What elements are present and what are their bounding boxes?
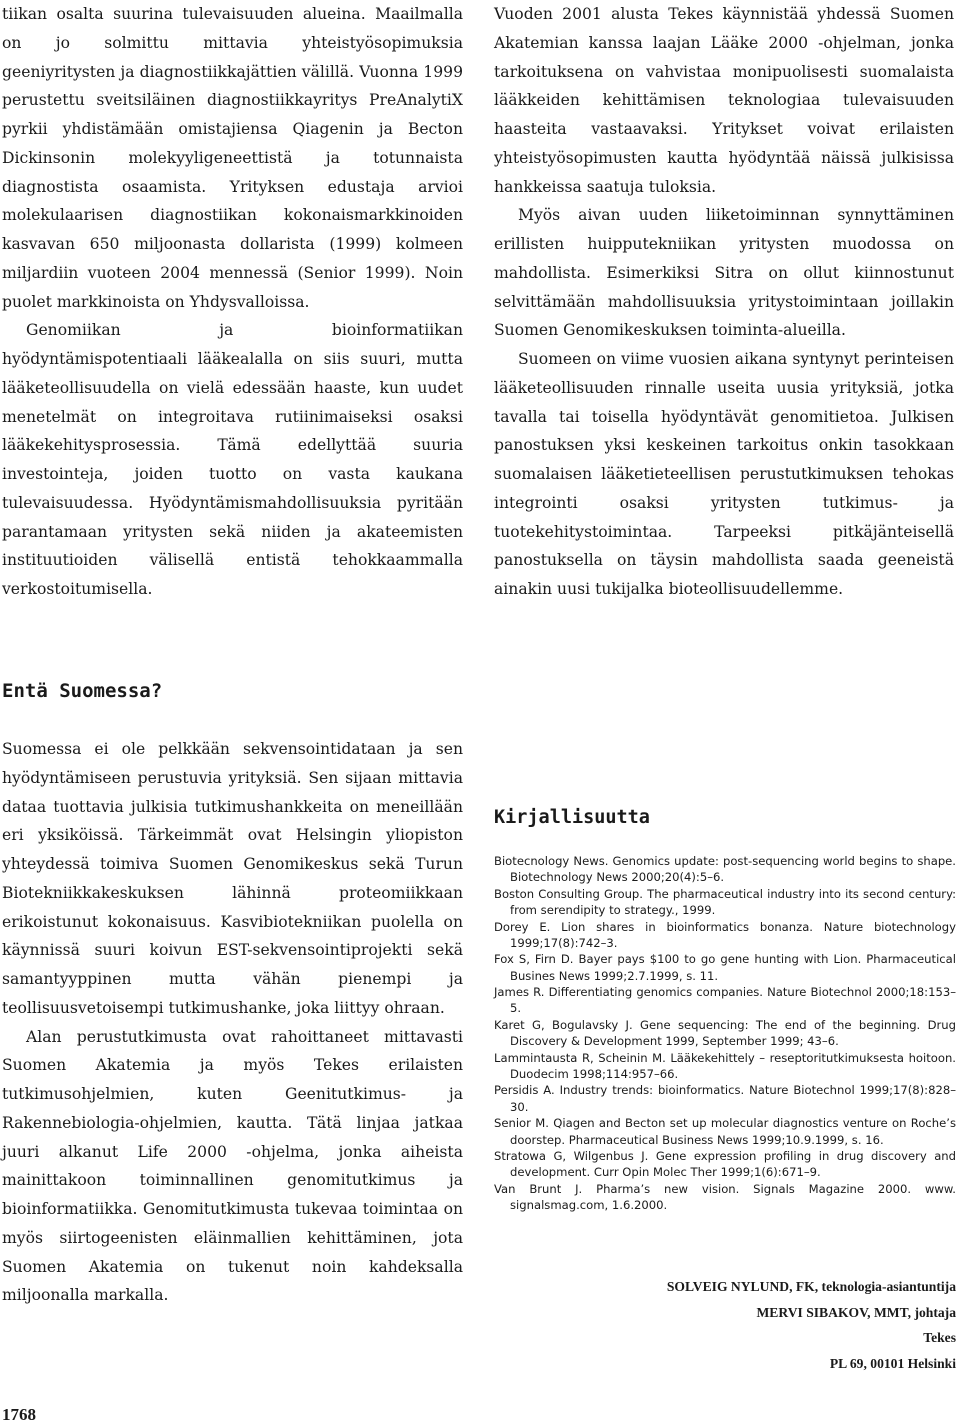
reference-item: Senior M. Qiagen and Becton set up molecular diagnostics venture on Roche’s doorstep. Pharmaceutical Business News 1999;10.9.1999, s. 16. xyxy=(494,1116,956,1147)
reference-item: Lammintausta R, Scheinin M. Lääkekehittely – reseptoritutkimuksesta hoitoon. Duodecim 1998;114:957–66. xyxy=(494,1050,956,1081)
references-list xyxy=(494,853,956,1214)
reference-item: Biotecnology News. Genomics update: post-sequencing world begins to shape. Biotechnology News 2000;20(4):5–6. xyxy=(494,854,956,885)
reference-item: Van Brunt J. Pharma’s new vision. Signals Magazine 2000. www. signalsmag.com, 1.6.2000. xyxy=(494,1181,956,1213)
paragraph: Genomiikan ja bioinformatiikan hyödyntämispotentiaali lääkealalla on siis suuri, mutta lääketeollisuudella on vielä edessään haaste, kun uudet menetelmät on integroitava rutiinimaiseksi osaksi lääkekehitysprosessia. Tämä edellyttää suuria investointeja, joiden tuotto on vasta kaukana tulevaisuudessa. Hyödyntämismahdollisuuksia pyritään parantamaan yritysten sekä niiden ja akateemisten instituutioiden välisellä entistä tehokkaammalla verkostoitumisella. xyxy=(2,321,463,598)
author-line: MERVI SIBAKOV, MMT, johtaja xyxy=(756,1304,956,1320)
author-affiliation: Tekes xyxy=(923,1330,956,1345)
reference-item: Dorey E. Lion shares in bioinformatics bonanza. Nature biotechnology 1999;17(8):742–3. xyxy=(494,919,956,950)
right-column-top xyxy=(494,0,954,604)
author-block xyxy=(556,1274,956,1376)
references-heading: Kirjallisuutta xyxy=(494,807,650,828)
left-column-bottom xyxy=(2,735,463,1310)
reference-item: Karet G, Bogulavsky J. Gene sequencing: The end of the beginning. Drug Discovery & Development 1999, September 1999; 43–6. xyxy=(494,1017,956,1049)
paragraph: Myös aivan uuden liiketoiminnan synnyttäminen erillisten huipputekniikan yritysten muodossa on mahdollista. Esimerkiksi Sitra on ollut kiinnostunut selvittämään mahdollisuuksia yritystoimintaan joillakin Suomen Genomikeskuksen toiminta-alueilla. xyxy=(494,206,954,340)
reference-item: Fox S, Firn D. Bayer pays $100 to go gene hunting with Lion. Pharmaceutical Busines News 1999;2.7.1999, s. 11. xyxy=(494,952,956,983)
paragraph: tiikan osalta suurina tulevaisuuden alueina. Maailmalla on jo solmittu mittavia yhteistyösopimuksia geeniyritysten ja diagnostiikkajättien välillä. Vuonna 1999 perustettu sveitsiläinen diagnostiikkayritys PreAnalytiX pyrkii yhdistämään omistajiensa Qiagenin ja Becton Dickinsonin molekyyligeneettistä ja totunnaista diagnostista osaamista. Yrityksen edustaja arvioi molekulaarisen diagnostiikan kokonaismarkkinoiden kasvavan 650 miljoonasta dollarista (1999) kolmeen miljardiin vuoteen 2004 mennessä (Senior 1999). Noin puolet markkinoista on Yhdysvalloissa. xyxy=(2,5,463,311)
reference-item: Persidis A. Industry trends: bioinformatics. Nature Biotechnol 1999;17(8):828–30. xyxy=(494,1083,956,1114)
reference-item: Stratowa G, Wilgenbus J. Gene expression profiling in drug discovery and development. Curr Opin Molec Ther 1999;1(6):671–9. xyxy=(494,1149,956,1180)
section-heading: Entä Suomessa? xyxy=(2,680,163,702)
paragraph: Suomessa ei ole pelkkään sekvensointidataan ja sen hyödyntämiseen perustuvia yrityksiä. Sen sijaan mittavia dataa tuottavia julkisia tutkimushankkeita on meneillään eri yksiköissä. Tärkeimmät ovat Helsingin yliopiston yhteydessä toimiva Suomen Genomikeskus sekä Turun Biotekniikkakeskuksen lähinnä proteomiikkaan erikoistunut kokonaisuus. Kasvibiotekniikan puolella on käynnissä suuri koivun EST-sekvensointiprojekti sekä samantyyppinen mutta vähän pienempi ja teollisuusvetoisempi tutkimushanke, joka liittyy ohraan. xyxy=(2,740,463,1017)
reference-item: James R. Differentiating genomics companies. Nature Biotechnol 2000;18:153–5. xyxy=(494,985,956,1016)
author-address: PL 69, 00101 Helsinki xyxy=(829,1355,956,1371)
paragraph: Vuoden 2001 alusta Tekes käynnistää yhdessä Suomen Akatemian kanssa laajan Lääke 2000 -ohjelman, jonka tarkoituksena on vahvistaa monipuolisesti suomalaista lääkkeiden kehittämisen teknologiaa tulevaisuuden haasteita vastaavaksi. Yritykset voivat erilaisten yhteistyösopimusten kautta hyödyntää näissä julkisissa hankkeissa saatuja tuloksia. xyxy=(494,5,954,196)
author-line: SOLVEIG NYLUND, FK, teknologia-asiantuntija xyxy=(666,1279,956,1294)
paragraph: Alan perustutkimusta ovat rahoittaneet mittavasti Suomen Akatemia ja myös Tekes erilaisten tutkimusohjelmien, kuten Geenitutkimus- ja Rakennebiologia-ohjelmien, kautta. Tätä linjaa jatkaa juuri alkanut Life 2000 -ohjelma, jonka aiheista mainittakoon toiminnallinen genomitutkimus ja bioinformatiikka. Genomitutkimusta tukevaa toimintaa on myös siirtogeenisten eläinmallien kehittäminen, jota Suomen Akatemia on tukenut noin kahdeksalla miljoonalla markalla. xyxy=(2,1027,463,1305)
page-number: 1768 xyxy=(2,1405,36,1424)
paragraph: Suomeen on viime vuosien aikana syntynyt perinteisen lääketeollisuuden rinnalle useita uusia yrityksiä, jotka tavalla tai toisella hyödyntävät genomitietoa. Julkisen panostuksen yksi keskeinen tarkoitus onkin tasokkaan suomalaisen lääketieteellisen perustutkimuksen tehokas integrointi osaksi yritysten tutkimus- ja tuotekehitystoimintaa. Tarpeeksi pitkäjänteisellä panostuksella on täysin mahdollista saada geeneistä ainakin uusi tukijalka bioteollisuudellemme. xyxy=(494,350,954,598)
left-column-top xyxy=(2,0,463,604)
reference-item: Boston Consulting Group. The pharmaceutical industry into its second century: from serendipity to strategy., 1999. xyxy=(494,886,956,918)
